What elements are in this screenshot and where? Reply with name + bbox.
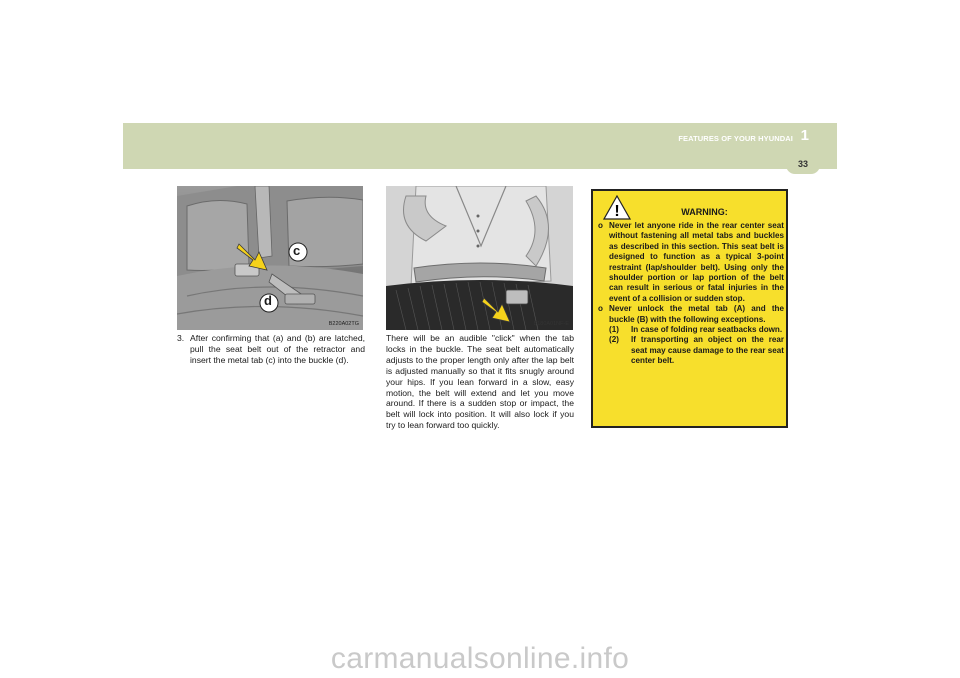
warning-box [591,189,788,428]
page-number: 33 [797,159,808,169]
svg-text:!: ! [614,203,620,220]
label-d: d [264,293,272,308]
chapter-number: 1 [800,127,809,144]
warning-title: WARNING: [681,207,728,217]
step-number: 3. [177,333,185,343]
page-number-tab [786,156,820,174]
warning-item [598,304,784,325]
bullet: o [598,304,603,314]
subitem-number: (1) [609,325,619,335]
warning-item-text: Never let anyone ride in the rear center seat without fastening all metal tabs and buckles as described in this section. This seat belt is designed to function as a typical 3-point restraint (lap/shoulder belt). Using only the shoulder portion or lap portion of the belt can result in serious or fatal injuries in the event of a collision or sudden stop. [609,221,784,303]
step-text: After confirming that (a) and (b) are latched, pull the seat belt out of the retractor and insert the metal tab (c) into the buckle (d). [190,333,365,365]
header-band [123,123,837,169]
image-code: B180A01NF-E [533,321,569,327]
warning-body [598,221,784,367]
warning-subitem [598,335,784,366]
subitem-text: In case of folding rear seatbacks down. [631,325,783,335]
bullet: o [598,221,603,230]
label-c: c [293,243,301,258]
section-title: FEATURES OF YOUR HYUNDAI [678,134,793,143]
watermark: carmanualsonline.info [330,642,630,675]
person-belt-illustration [386,186,573,330]
warning-subitem [598,325,784,335]
rear-seat-illustration [177,186,363,330]
step-3 [177,333,365,366]
subitem-number: (2) [609,335,619,345]
warning-item [598,221,784,304]
warning-item-text: Never unlock the metal tab (A) and the buckle (B) with the following exceptions. [609,304,784,324]
subitem-text: If transporting an object on the rear seat may cause damage to the rear seat center belt. [631,335,784,366]
belt-fastening-photo [386,186,573,330]
belt-click-paragraph: There will be an audible "click" when the tab locks in the buckle. The seat belt automatically adjusts to the proper length only after the lap belt is adjusted manually so that it fits snugly around your hips. If you lean forward in a slow, easy motion, the belt will extend and let you move around. If there is a sudden stop or impact, the belt will lock into position. It will also lock if you try to lean forward too quickly. [386,333,574,431]
image-code: B220A02TG [328,321,359,327]
rear-seat-buckle-photo [177,186,363,330]
